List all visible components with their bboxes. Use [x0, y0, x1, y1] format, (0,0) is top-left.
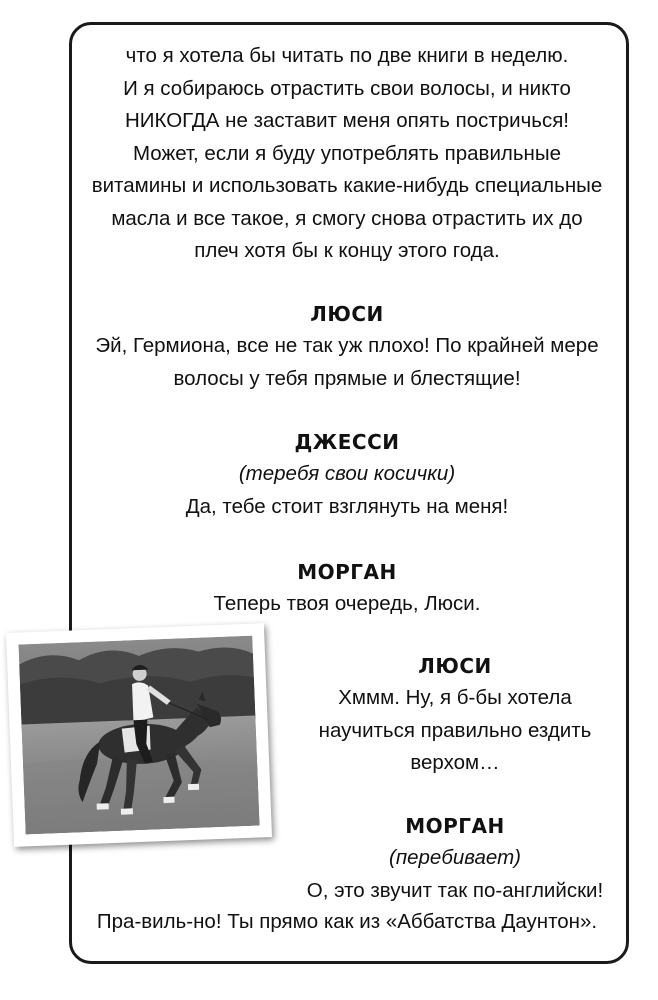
stage-direction: (теребя свои косички)	[238, 462, 456, 485]
photo-image	[18, 636, 259, 835]
dialogue-block-lucy-2	[282, 650, 628, 780]
horse-rider-photo	[6, 623, 272, 847]
dialogue-block-morgan-1	[82, 556, 612, 621]
text-line: НИКОГДА не заставит меня опять постричься!	[124, 109, 569, 132]
stage-direction: (перебивает)	[389, 846, 521, 869]
text-line: Пра-виль-но! Ты прямо как из «Аббатства Даунтон».	[96, 910, 598, 933]
text-line: Хммм. Ну, я б-бы хотела	[338, 686, 572, 709]
text-line: И я собираюсь отрастить свои волосы, и никто	[123, 76, 571, 100]
text-line: Да, тебе стоит взглянуть на меня!	[185, 494, 509, 518]
speaker-name: МОРГАН	[405, 814, 505, 838]
text-line: масла и все такое, я смогу снова отрастить их до	[111, 206, 583, 230]
dialogue-block-jessie	[82, 426, 612, 523]
speaker-name: ЛЮСИ	[418, 654, 492, 678]
text-line: волосы у тебя прямые и блестящие!	[173, 366, 521, 390]
text-line: О, это звучит так по-английски!	[306, 878, 604, 902]
dialogue-block-lucy-1	[82, 298, 612, 395]
text-line: что я хотела бы читать по две книги в неделю.	[125, 44, 569, 67]
text-line: витамины и использовать какие-нибудь специальные	[91, 174, 603, 197]
text-line: плеч хотя бы к концу этого года.	[194, 239, 500, 262]
text-line: Может, если я буду употреблять правильные	[133, 141, 561, 165]
speaker-name: ЛЮСИ	[310, 302, 384, 326]
text-line: научиться правильно ездить	[318, 718, 592, 742]
dialogue-block-morgan-2	[282, 810, 628, 907]
paragraph-intro	[82, 40, 612, 268]
speaker-name: МОРГАН	[297, 560, 397, 584]
final-line-block	[82, 906, 612, 939]
text-line: Эй, Гермиона, все не так уж плохо! По крайней мере	[95, 334, 599, 357]
text-line: верхом…	[410, 751, 500, 774]
text-line: Теперь твоя очередь, Люси.	[213, 592, 481, 615]
speaker-name: ДЖЕССИ	[294, 430, 400, 454]
